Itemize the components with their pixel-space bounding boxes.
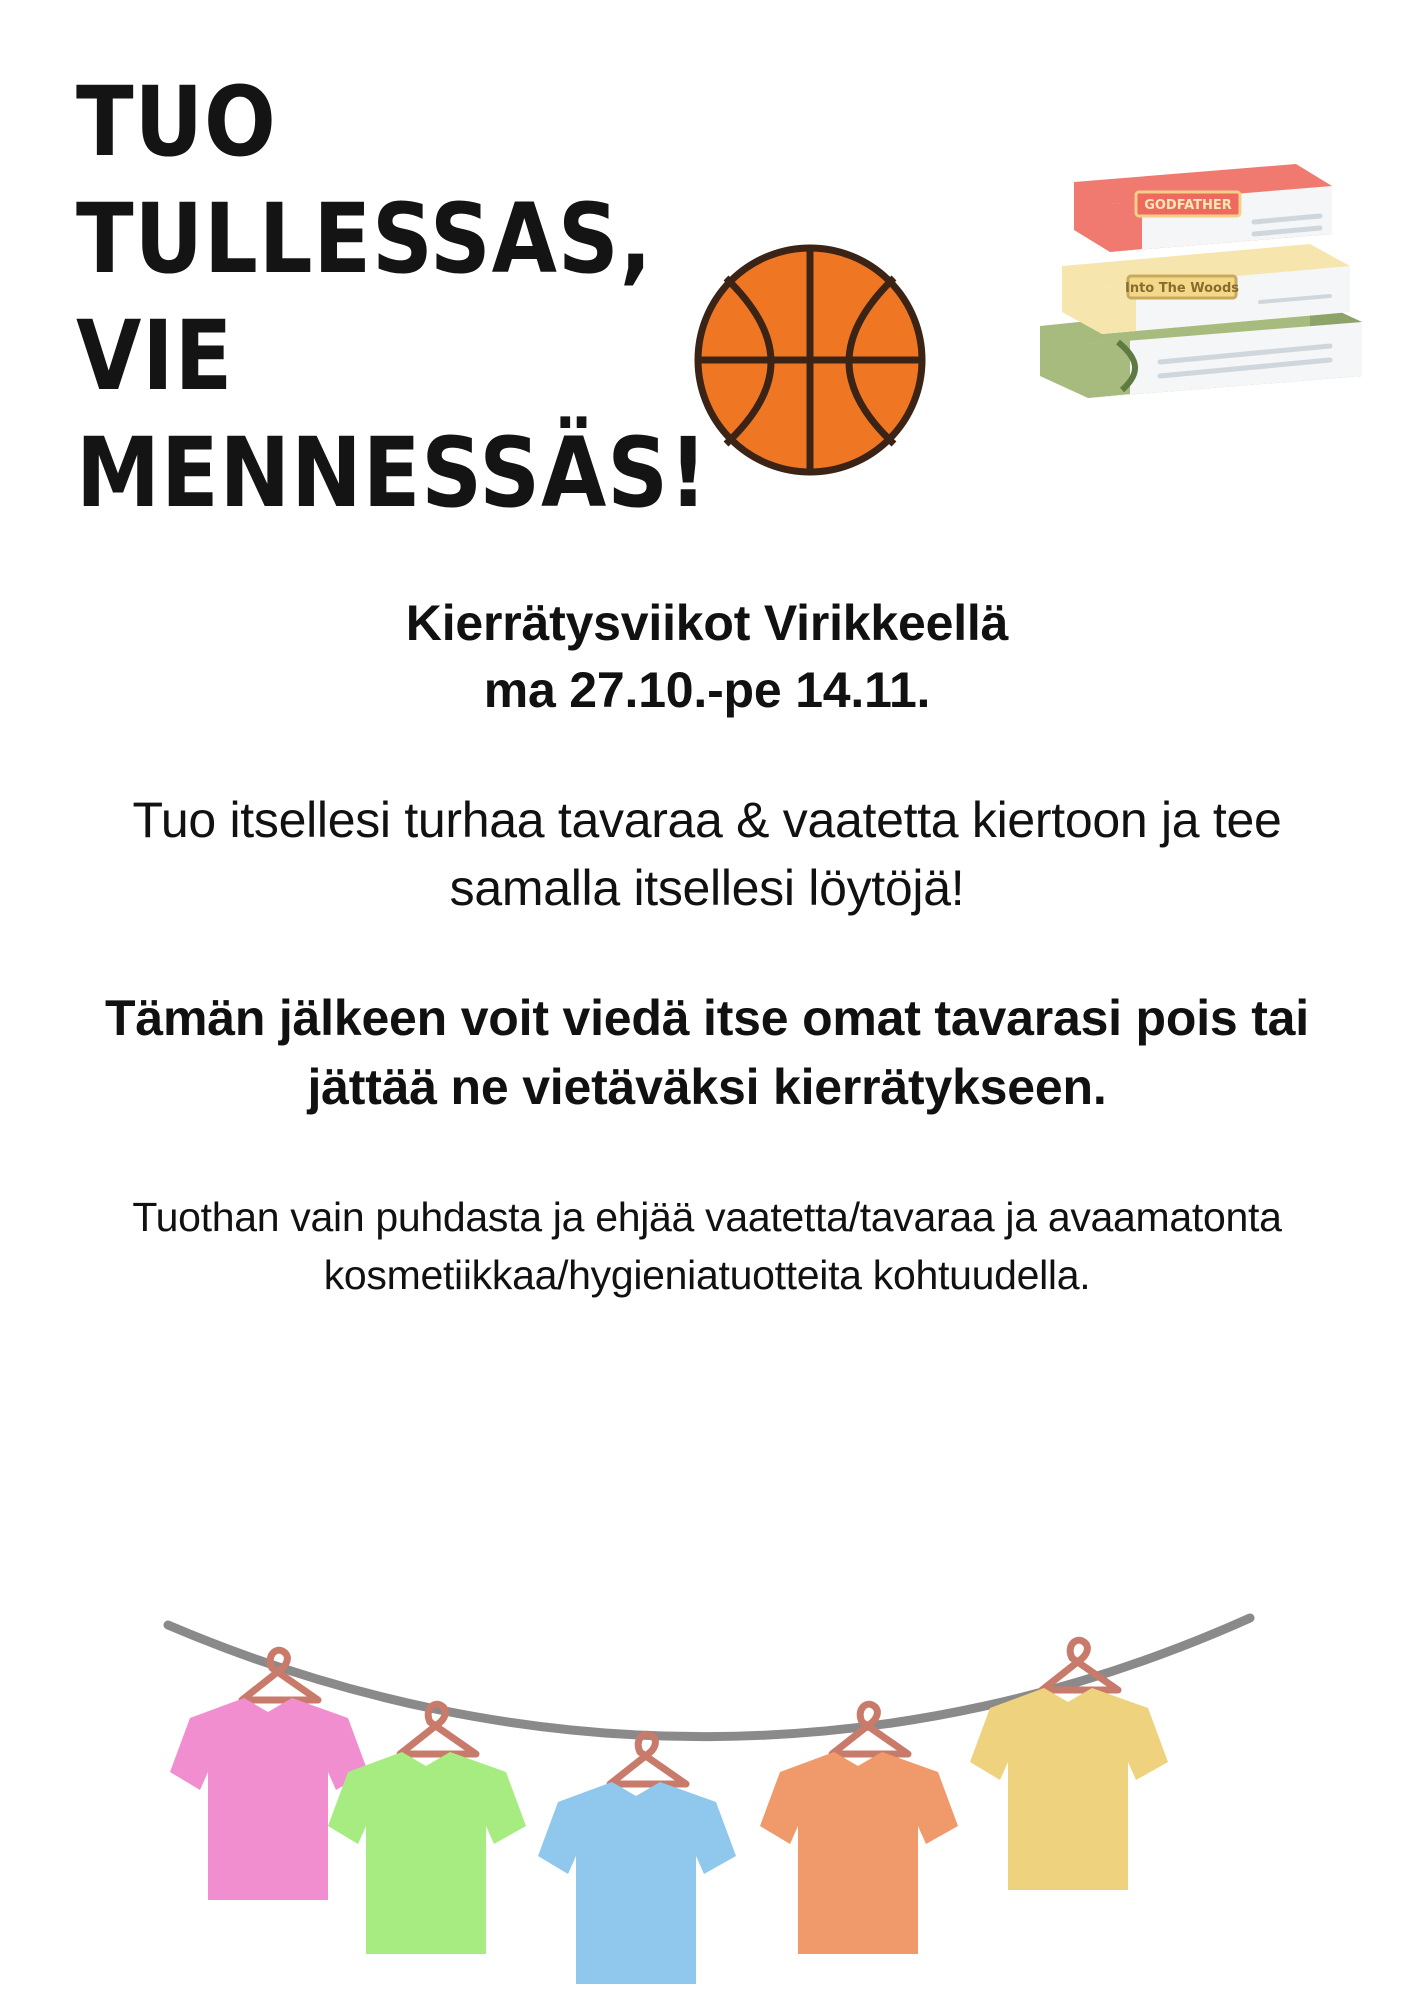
poster-body <box>0 590 1414 1304</box>
intro-paragraph: Tuo itsellesi turhaa tavaraa & vaatetta kiertoon ja tee samalla itsellesi löytöjä! <box>132 792 1282 916</box>
event-subhead-line1: Kierrätysviikot Virikkeellä <box>405 595 1009 651</box>
clothesline-icon <box>0 1600 1414 2000</box>
note-paragraph: Tuothan vain puhdasta ja ehjää vaatetta/tavaraa ja avaamatonta kosmetiikkaa/hygieniatuotteita kohtuudella. <box>132 1194 1282 1299</box>
book-stack-icon <box>1010 130 1370 430</box>
event-subhead <box>70 590 1344 724</box>
basketball-icon <box>690 240 930 480</box>
poster-header <box>0 40 1414 530</box>
page-title: TUO TULLESSAS, VIE MENNESSÄS! <box>76 66 709 530</box>
svg-text:Into The Woods: Into The Woods <box>1124 281 1240 296</box>
svg-text:GODFATHER: GODFATHER <box>1144 198 1232 213</box>
instruction-paragraph: Tämän jälkeen voit viedä itse omat tavarasi pois tai jättää ne vietäväksi kierrätykseen. <box>105 990 1309 1115</box>
event-subhead-line2: ma 27.10.-pe 14.11. <box>483 662 931 718</box>
